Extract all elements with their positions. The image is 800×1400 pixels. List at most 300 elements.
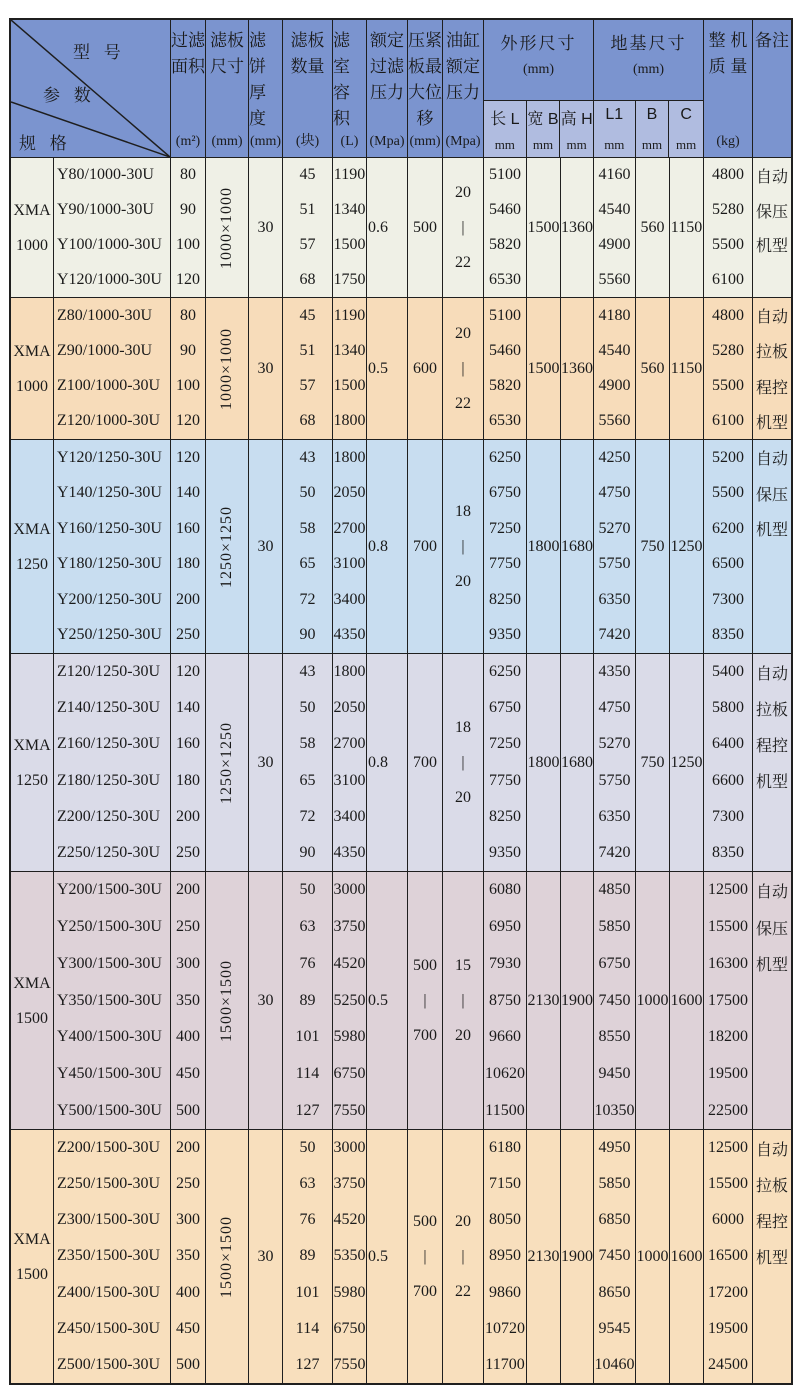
filter-area-list-value: 90 — [180, 201, 196, 219]
remark-list-value: 自动 — [755, 168, 788, 186]
cylinder-pressure-cell-line: 22 — [455, 395, 471, 412]
length-L-list — [484, 872, 527, 1129]
weight-list — [704, 872, 753, 1129]
plate-count-list-value: 51 — [299, 201, 316, 219]
model-list-value: Z120/1250-30U — [57, 663, 161, 681]
L1-list — [594, 1130, 636, 1383]
filter-area-list — [171, 654, 206, 871]
height-H-cell — [561, 158, 594, 297]
weight-list-value: 4800 — [712, 306, 744, 324]
corner-cell — [11, 20, 171, 157]
series-cell-line: XMA — [13, 342, 51, 360]
spec-table — [9, 18, 793, 1385]
filter-area-list-value: 250 — [176, 918, 200, 936]
filter-area-list-value: 80 — [180, 166, 196, 184]
foundation-C-cell-line: 1150 — [670, 359, 703, 377]
model-list-value: Z200/1500-30U — [57, 1139, 161, 1157]
L1-list-value: 4750 — [598, 699, 631, 717]
filter-area-list-value: 450 — [176, 1319, 200, 1337]
plate-count-list-value: 101 — [295, 1283, 320, 1301]
length-L-list — [484, 440, 527, 653]
weight-list-value: 6600 — [712, 771, 744, 789]
weight-list-value: 4800 — [712, 166, 744, 184]
length-L-list-value: 5100 — [489, 166, 521, 184]
cylinder-pressure-cell — [443, 440, 484, 653]
cake-thickness-cell-line: 30 — [257, 753, 274, 771]
remark-list-value: 自动 — [755, 883, 788, 901]
model-list-value: Y80/1000-30U — [57, 166, 154, 184]
length-L-list-value: 6080 — [489, 881, 521, 899]
filter-area-list-value: 200 — [176, 1139, 200, 1157]
header-line: 油缸 — [446, 31, 480, 50]
weight-list-value: 6100 — [712, 412, 744, 430]
model-list-value: Z140/1250-30U — [57, 699, 161, 717]
filter-pressure-cell-value — [368, 538, 388, 556]
filter-pressure-cell — [367, 654, 408, 871]
filter-pressure-cell-line: 0.5 — [368, 359, 388, 377]
height-H-cell-value — [561, 754, 593, 772]
subheader-label: 长 L — [490, 111, 520, 128]
width-B-cell — [527, 654, 561, 871]
width-B-cell-value — [528, 754, 560, 772]
chamber-volume-list-value: 3100 — [333, 555, 366, 573]
remark-list-value — [753, 1275, 791, 1311]
width-B-cell-line: 1500 — [527, 359, 560, 377]
plate-count-list-value: 127 — [295, 1101, 320, 1119]
height-H-cell — [561, 298, 594, 439]
height-H-cell-line: 1360 — [561, 218, 593, 236]
remark-list-value — [753, 1056, 791, 1093]
filter-pressure-cell-value — [368, 360, 388, 378]
width-B-cell-line: 1500 — [527, 218, 560, 236]
plate-count-list-value: 72 — [299, 807, 316, 825]
plate-count-list-value: 127 — [295, 1355, 320, 1373]
chamber-volume-list-value: 5250 — [333, 991, 366, 1009]
weight-list-value: 5280 — [712, 341, 744, 359]
height-H-cell-line: 1680 — [561, 537, 593, 555]
length-L-list-value: 7750 — [489, 555, 521, 573]
filter-area-list-value: 160 — [176, 735, 200, 753]
model-list-value: Z80/1000-30U — [57, 306, 153, 324]
L1-list — [594, 872, 636, 1129]
length-L-list-value: 11500 — [485, 1101, 525, 1119]
width-B-cell — [527, 298, 561, 439]
subheader-height-H — [560, 101, 593, 157]
remark-list-value — [753, 547, 791, 583]
header-line: 大位 — [408, 83, 442, 102]
header-unit: (m²) — [175, 134, 201, 149]
L1-list — [594, 158, 636, 297]
filter-pressure-cell — [367, 872, 408, 1129]
width-B-cell-value — [528, 1248, 560, 1266]
model-list-value: Y120/1000-30U — [57, 270, 162, 288]
length-L-list — [484, 1130, 527, 1383]
height-H-cell-value — [561, 538, 593, 556]
model-list-value: Y140/1250-30U — [57, 484, 162, 502]
spec-group-5-xma1500 — [11, 872, 791, 1130]
L1-list-value: 7450 — [598, 991, 631, 1009]
displacement-cell — [408, 158, 443, 297]
weight-list-value: 5200 — [712, 448, 744, 466]
cylinder-pressure-cell-line: 18 — [455, 719, 471, 736]
displacement-cell-line: 600 — [413, 359, 437, 377]
header-group-title: 地基尺寸 — [610, 34, 687, 53]
plate-count-list-value: 57 — [299, 377, 316, 395]
weight-list-value: 19500 — [708, 1319, 748, 1337]
filter-pressure-cell-line: 0.8 — [368, 753, 388, 771]
chamber-volume-list-value: 6750 — [333, 1319, 366, 1337]
model-list — [54, 1130, 171, 1383]
length-L-list-value: 8950 — [489, 1247, 521, 1265]
L1-list-value: 5750 — [598, 555, 631, 573]
remark-list-value: 程控 — [755, 379, 788, 397]
length-L-list-value: 7150 — [489, 1175, 521, 1193]
plate-count-list — [283, 158, 333, 297]
plate-count-list-value: 65 — [299, 555, 316, 573]
displacement-cell-line: 700 — [413, 1283, 437, 1300]
chamber-volume-list-value: 3400 — [333, 807, 366, 825]
foundation-B-cell-line: 750 — [640, 753, 665, 771]
displacement-cell — [408, 440, 443, 653]
filter-area-list-value: 200 — [176, 590, 200, 608]
header-line: 尺寸 — [210, 57, 244, 76]
plate-size-cell — [206, 298, 249, 439]
height-H-cell-value — [561, 1248, 593, 1266]
length-L-list-value: 8250 — [489, 807, 521, 825]
displacement-cell-value — [413, 754, 437, 772]
remark-list — [753, 872, 791, 1129]
spec-group-6-xma1500 — [11, 1130, 791, 1383]
L1-list-value: 4900 — [598, 377, 631, 395]
foundation-C-cell-line: 1250 — [670, 753, 703, 771]
length-L-list-value: 11700 — [485, 1355, 525, 1373]
plate-count-list-value: 89 — [299, 1247, 316, 1265]
plate-size-cell-value: 1250×1250 — [218, 505, 235, 588]
chamber-volume-list-value: 1800 — [333, 412, 366, 430]
chamber-volume-list — [333, 654, 367, 871]
plate-size-cell — [206, 158, 249, 297]
remark-list-value: 机型 — [755, 774, 788, 792]
L1-list — [594, 654, 636, 871]
cake-thickness-cell-line: 30 — [257, 218, 274, 236]
plate-count-list-value: 63 — [299, 1175, 316, 1193]
weight-list-value: 5500 — [712, 484, 744, 502]
cylinder-pressure-cell-line: | — [461, 538, 465, 555]
chamber-volume-list-value: 2050 — [333, 699, 366, 717]
header-line: 面积 — [171, 57, 205, 76]
L1-list-value: 4900 — [598, 235, 631, 253]
length-L-list-value: 6250 — [489, 663, 521, 681]
filter-pressure-cell-line: 0.8 — [368, 537, 388, 555]
plate-count-list-value: 51 — [299, 341, 316, 359]
chamber-volume-list-value: 2050 — [333, 484, 366, 502]
L1-list-value: 6750 — [598, 954, 631, 972]
height-H-cell-value — [561, 992, 593, 1010]
remark-list-value — [753, 582, 791, 618]
subheader-B — [636, 101, 670, 157]
length-L-list-value: 6180 — [489, 1139, 521, 1157]
weight-list-value: 24500 — [708, 1355, 748, 1373]
foundation-C-cell-value — [671, 754, 703, 772]
model-list-value: Y160/1250-30U — [57, 519, 162, 537]
cake-thickness-cell-line: 30 — [257, 1247, 274, 1265]
filter-pressure-cell-line: 0.5 — [368, 991, 388, 1009]
weight-list-value: 22500 — [708, 1101, 748, 1119]
remark-list-value: 自动 — [755, 309, 788, 327]
cylinder-pressure-cell-value — [455, 710, 471, 815]
remark-list-value: 机型 — [755, 957, 788, 975]
subheader-label: 宽 B — [527, 111, 559, 128]
chamber-volume-list-value: 2700 — [333, 735, 366, 753]
header-unit: (mm) — [211, 134, 243, 149]
chamber-volume-list-value: 3100 — [333, 771, 366, 789]
series-cell — [11, 298, 54, 439]
weight-list-value: 17200 — [708, 1283, 748, 1301]
filter-pressure-cell-value — [368, 992, 388, 1010]
subheader-label: B — [646, 106, 658, 123]
chamber-volume-list-value: 6750 — [333, 1064, 366, 1082]
foundation-C-cell-value — [671, 538, 703, 556]
L1-list-value: 4750 — [598, 484, 631, 502]
L1-list — [594, 298, 636, 439]
model-list — [54, 654, 171, 871]
cake-thickness-cell-value — [258, 219, 274, 237]
displacement-cell — [408, 872, 443, 1129]
subheader-C — [669, 101, 703, 157]
header-line: 整 机 — [708, 31, 748, 50]
cylinder-pressure-cell-line: 20 — [455, 789, 471, 806]
L1-list — [594, 440, 636, 653]
filter-area-list-value: 450 — [176, 1064, 200, 1082]
filter-area-list-value: 300 — [176, 1211, 200, 1229]
remark-list-value: 程控 — [755, 1213, 788, 1231]
plate-count-list-value: 50 — [299, 1139, 316, 1157]
plate-count-list-value: 50 — [299, 881, 316, 899]
header-max-displacement — [408, 20, 443, 157]
foundation-C-cell-line: 1600 — [670, 1247, 703, 1265]
header-outer-dims-subrow — [484, 100, 593, 157]
plate-count-list-value: 58 — [299, 519, 316, 537]
width-B-cell-value — [528, 538, 560, 556]
height-H-cell-line: 1360 — [561, 359, 593, 377]
header-cylinder-pressure — [443, 20, 484, 157]
filter-area-list-value: 500 — [176, 1101, 200, 1119]
series-cell — [11, 654, 54, 871]
L1-list-value: 4350 — [598, 663, 631, 681]
cake-thickness-cell — [249, 158, 283, 297]
foundation-C-cell-line: 1150 — [670, 218, 703, 236]
chamber-volume-list-value: 7550 — [333, 1355, 366, 1373]
L1-list-value: 4850 — [598, 881, 631, 899]
remark-list-value — [753, 1019, 791, 1056]
series-cell-line: XMA — [13, 974, 51, 992]
length-L-list-value: 6950 — [489, 918, 521, 936]
chamber-volume-list-value: 1800 — [333, 663, 366, 681]
plate-count-list — [283, 1130, 333, 1383]
plate-count-list — [283, 872, 333, 1129]
series-cell-value — [13, 1222, 50, 1292]
displacement-cell-line: 500 — [413, 218, 437, 236]
model-list-value: Z160/1250-30U — [57, 735, 161, 753]
foundation-B-cell-line: 750 — [640, 537, 665, 555]
displacement-cell-value — [413, 219, 437, 237]
cylinder-pressure-cell-line: | — [461, 1248, 465, 1265]
L1-list-value: 4160 — [598, 166, 631, 184]
cylinder-pressure-cell-line: 20 — [455, 1213, 471, 1230]
L1-list-value: 4540 — [598, 341, 631, 359]
header-foundation-dims-subrow — [594, 100, 703, 157]
series-cell-value — [13, 193, 50, 263]
length-L-list-value: 5460 — [489, 201, 521, 219]
corner-param-label: 参 数 — [43, 86, 91, 105]
subheader-label: 高 H — [560, 111, 593, 128]
weight-list-value: 8350 — [712, 626, 744, 644]
cake-thickness-cell — [249, 440, 283, 653]
header-line: 滤室 — [333, 31, 350, 76]
cylinder-pressure-cell — [443, 1130, 484, 1383]
header-line: 压紧 — [408, 31, 442, 50]
length-L-list-value: 5820 — [489, 377, 521, 395]
displacement-cell — [408, 298, 443, 439]
foundation-C-cell-line: 1600 — [670, 991, 703, 1009]
displacement-cell-line: 500 — [413, 957, 437, 974]
spec-group-4-xma1250 — [11, 654, 791, 872]
chamber-volume-list-value: 3750 — [333, 1175, 366, 1193]
remark-list-value — [753, 982, 791, 1019]
header-unit: (Mpa) — [369, 134, 405, 149]
chamber-volume-list-value: 1800 — [333, 448, 366, 466]
filter-area-list-value: 250 — [176, 1175, 200, 1193]
displacement-cell-line: 700 — [413, 753, 437, 771]
foundation-B-cell — [636, 158, 670, 297]
plate-count-list-value: 76 — [299, 1211, 316, 1229]
height-H-cell-line: 1900 — [561, 1247, 593, 1265]
foundation-C-cell-value — [671, 219, 702, 237]
foundation-B-cell-value — [637, 992, 669, 1010]
header-line: 额定 — [446, 57, 480, 76]
plate-size-cell-value: 1500×1500 — [218, 959, 235, 1042]
chamber-volume-list-value: 3000 — [333, 1139, 366, 1157]
chamber-volume-list-value: 5980 — [333, 1028, 366, 1046]
height-H-cell-line: 1900 — [561, 991, 593, 1009]
header-line: 板最 — [408, 57, 442, 76]
height-H-cell — [561, 440, 594, 653]
filter-pressure-cell-line: 0.6 — [368, 218, 388, 236]
length-L-list-value: 7250 — [489, 519, 521, 537]
remark-list-value: 拉板 — [755, 344, 788, 362]
remark-list-value: 自动 — [755, 451, 788, 469]
subheader-unit: mm — [494, 137, 515, 152]
header-unit: (L) — [340, 134, 359, 149]
header-line: 数量 — [290, 57, 325, 76]
filter-pressure-cell — [367, 158, 408, 297]
weight-list-value: 5800 — [712, 699, 744, 717]
header-unit: (mm) — [249, 134, 282, 149]
filter-area-list-value: 100 — [176, 377, 200, 395]
chamber-volume-list — [333, 158, 367, 297]
length-L-list-value: 6750 — [489, 699, 521, 717]
model-list-value: Y450/1500-30U — [57, 1064, 162, 1082]
cake-thickness-cell-value — [258, 538, 274, 556]
header-group-unit: (mm) — [522, 62, 555, 77]
displacement-cell-line: 700 — [413, 537, 437, 555]
weight-list — [704, 654, 753, 871]
cake-thickness-cell — [249, 872, 283, 1129]
filter-area-list — [171, 298, 206, 439]
plate-size-cell-value: 1000×1000 — [218, 327, 235, 410]
cylinder-pressure-cell-value — [455, 948, 471, 1053]
model-list-value: Y100/1000-30U — [57, 235, 162, 253]
weight-list-value: 6500 — [712, 555, 744, 573]
cylinder-pressure-cell-value — [455, 1204, 471, 1309]
chamber-volume-list-value: 3000 — [333, 881, 366, 899]
corner-model-label: 型 号 — [73, 43, 121, 62]
spec-group-3-xma1250 — [11, 440, 791, 654]
filter-pressure-cell-line: 0.5 — [368, 1247, 388, 1265]
cylinder-pressure-cell-line: | — [461, 992, 465, 1009]
length-L-list-value: 7930 — [489, 954, 521, 972]
header-cake-thickness — [249, 20, 283, 157]
model-list — [54, 440, 171, 653]
L1-list-value: 10460 — [594, 1355, 635, 1373]
plate-size-cell-value: 1250×1250 — [218, 721, 235, 804]
weight-list-value: 18200 — [708, 1028, 748, 1046]
plate-size-cell — [206, 1130, 249, 1383]
plate-count-list-value: 76 — [299, 954, 316, 972]
weight-list — [704, 440, 753, 653]
header-machine-weight — [704, 20, 753, 157]
foundation-C-cell — [670, 440, 704, 653]
weight-list-value: 15500 — [708, 1175, 748, 1193]
chamber-volume-list-value: 1190 — [333, 306, 366, 324]
foundation-B-cell-line: 1000 — [636, 991, 669, 1009]
remark-list — [753, 440, 791, 653]
plate-count-list — [283, 298, 333, 439]
remark-list — [753, 1130, 791, 1383]
L1-list-value: 5850 — [598, 1175, 631, 1193]
L1-list-value: 8550 — [598, 1028, 631, 1046]
width-B-cell — [527, 440, 561, 653]
cake-thickness-cell-value — [258, 992, 274, 1010]
cylinder-pressure-cell — [443, 872, 484, 1129]
plate-count-list-value: 45 — [299, 306, 316, 324]
header-plate-count — [283, 20, 333, 157]
plate-count-list-value: 68 — [299, 270, 316, 288]
remark-list-value — [753, 1092, 791, 1129]
series-cell — [11, 158, 54, 297]
plate-count-list-value: 68 — [299, 412, 316, 430]
cake-thickness-cell-value — [258, 1248, 274, 1266]
length-L-list-value: 8050 — [489, 1211, 521, 1229]
subheader-unit: mm — [676, 137, 697, 152]
cylinder-pressure-cell-line: 22 — [455, 1283, 471, 1300]
subheader-unit: mm — [641, 137, 663, 152]
displacement-cell-line: | — [423, 1248, 427, 1265]
subheader-unit: mm — [532, 137, 554, 152]
chamber-volume-list-value: 3750 — [333, 918, 366, 936]
remark-list-value: 自动 — [755, 1141, 788, 1159]
remark-list-value — [753, 835, 791, 871]
plate-size-cell — [206, 440, 249, 653]
remark-list-value: 程控 — [755, 737, 788, 755]
length-L-list-value: 9350 — [489, 626, 521, 644]
header-line: 质 量 — [708, 57, 748, 76]
filter-pressure-cell-value — [368, 219, 388, 237]
series-cell-line: 1250 — [16, 771, 48, 789]
header-line: 容积 — [333, 83, 350, 128]
plate-count-list-value: 89 — [299, 991, 316, 1009]
weight-list-value: 19500 — [708, 1064, 748, 1082]
